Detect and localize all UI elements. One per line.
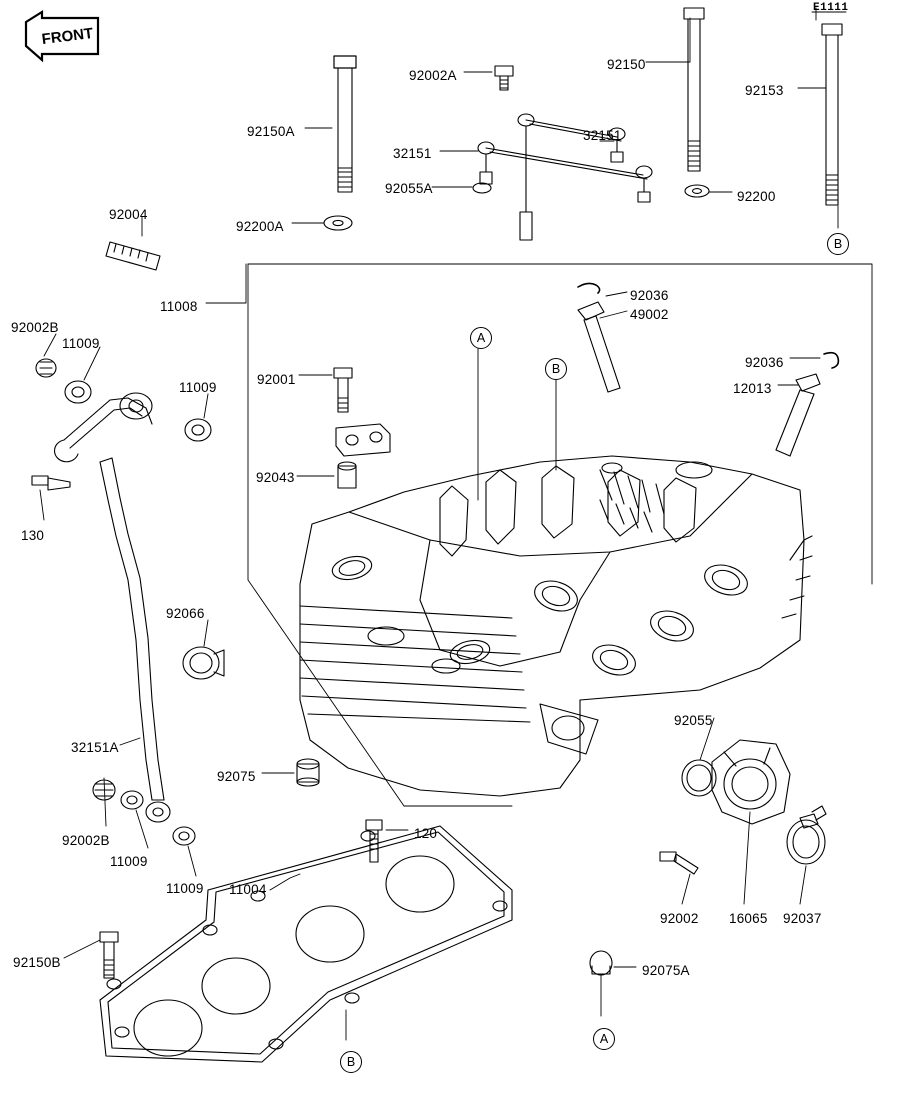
callout-32151-left: 32151 (393, 146, 432, 161)
callout-92075: 92075 (217, 769, 256, 784)
callout-92150b: 92150B (13, 955, 61, 970)
bolt-92002a (495, 66, 513, 90)
head-gasket-11004 (100, 826, 512, 1062)
callout-92075a: 92075A (642, 963, 690, 978)
callout-92066: 92066 (166, 606, 205, 621)
guide-12013 (776, 374, 820, 456)
damper-92075 (297, 759, 319, 786)
callout-11009-a: 11009 (62, 336, 100, 351)
guide-49002 (578, 302, 620, 392)
sheet-code: E1111 (813, 2, 849, 14)
callout-92055: 92055 (674, 713, 713, 728)
section-marker-a-2: A (593, 1028, 615, 1050)
camshaft-cap (336, 424, 390, 456)
bolt-92002 (660, 852, 698, 874)
callout-11009-b: 11009 (179, 380, 217, 395)
callout-92002b-lower: 92002B (62, 833, 110, 848)
clamp-92037 (787, 806, 826, 864)
section-marker-b-2: B (827, 233, 849, 255)
callout-92002: 92002 (660, 911, 699, 926)
plug-92066 (183, 647, 224, 679)
callout-32151a: 32151A (71, 740, 119, 755)
callout-92004: 92004 (109, 207, 148, 222)
callout-16065: 16065 (729, 911, 768, 926)
bolt-92153 (822, 24, 842, 205)
callout-130: 130 (21, 528, 45, 543)
washer-92200 (685, 185, 709, 197)
callout-11009-c: 11009 (110, 854, 148, 869)
dowel-92043 (338, 462, 356, 488)
callout-92001: 92001 (257, 372, 296, 387)
svg-text:FRONT: FRONT (40, 24, 95, 49)
callout-92036-right: 92036 (745, 355, 784, 370)
callout-12013: 12013 (733, 381, 772, 396)
callout-92043: 92043 (256, 470, 295, 485)
clip-92036-right (824, 353, 838, 368)
bolt-92150b (100, 932, 118, 978)
callout-92150: 92150 (607, 57, 646, 72)
callout-92150a: 92150A (247, 124, 295, 139)
callout-11004: 11004 (229, 882, 267, 897)
callout-32151-right: 32151 (583, 128, 622, 143)
damper-92075a (590, 951, 612, 975)
section-marker-b-3: B (340, 1051, 362, 1073)
cylinder-head-body (300, 456, 812, 796)
section-marker-b-1: B (545, 358, 567, 380)
section-marker-a-1: A (470, 327, 492, 349)
callout-92200: 92200 (737, 189, 776, 204)
intake-holder-16065 (712, 740, 790, 824)
oil-pipe-32151-assembly (478, 114, 652, 240)
callout-92037: 92037 (783, 911, 822, 926)
stud-92004 (106, 242, 160, 270)
bolt-92150a (334, 56, 356, 192)
washer-92200a (324, 216, 352, 230)
callout-49002: 49002 (630, 307, 669, 322)
clip-92036-upper (578, 283, 600, 293)
callout-92055a: 92055A (385, 181, 433, 196)
callout-120: 120 (414, 826, 438, 841)
callout-92200a: 92200A (236, 219, 284, 234)
callout-92002b-upper: 92002B (11, 320, 59, 335)
callout-92036-upper: 92036 (630, 288, 669, 303)
callout-92153: 92153 (745, 83, 784, 98)
bolt-130 (32, 476, 70, 490)
bolt-92001 (334, 368, 352, 412)
bolt-92150 (684, 8, 704, 171)
callout-11009-d: 11009 (166, 881, 204, 896)
callout-92002a: 92002A (409, 68, 457, 83)
callout-11008: 11008 (160, 299, 198, 314)
oil-pipe-left-assembly (36, 359, 211, 845)
